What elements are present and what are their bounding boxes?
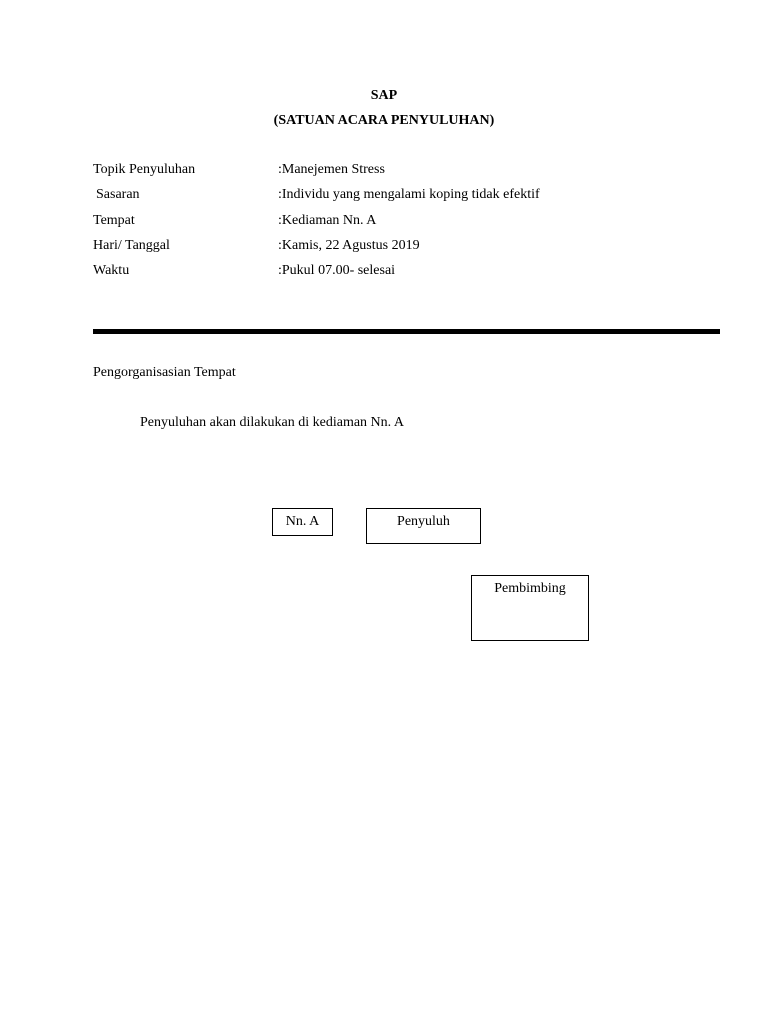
horizontal-divider [93,329,720,334]
info-value: :Kediaman Nn. A [278,212,377,228]
info-label: Hari/ Tanggal [93,237,170,253]
document-title: SAP [370,88,398,103]
document-subtitle: (SATUAN ACARA PENYULUHAN) [273,113,495,128]
section-heading: Pengorganisasian Tempat [93,365,236,380]
section-body-text: Penyuluhan akan dilakukan di kediaman Nn. A [140,415,404,430]
box-client: Nn. A [272,508,333,536]
info-value: :Manejemen Stress [278,162,385,177]
info-label: Tempat [93,212,135,228]
box-supervisor: Pembimbing [471,575,589,641]
box-counselor: Penyuluh [366,508,481,544]
info-label: Topik Penyuluhan [93,162,196,177]
info-value: :Individu yang mengalami koping tidak efektif [278,187,540,203]
info-label: Sasaran [96,187,140,203]
info-label: Waktu [93,263,130,279]
info-value: :Kamis, 22 Agustus 2019 [278,237,420,253]
info-value: :Pukul 07.00- selesai [278,263,396,279]
